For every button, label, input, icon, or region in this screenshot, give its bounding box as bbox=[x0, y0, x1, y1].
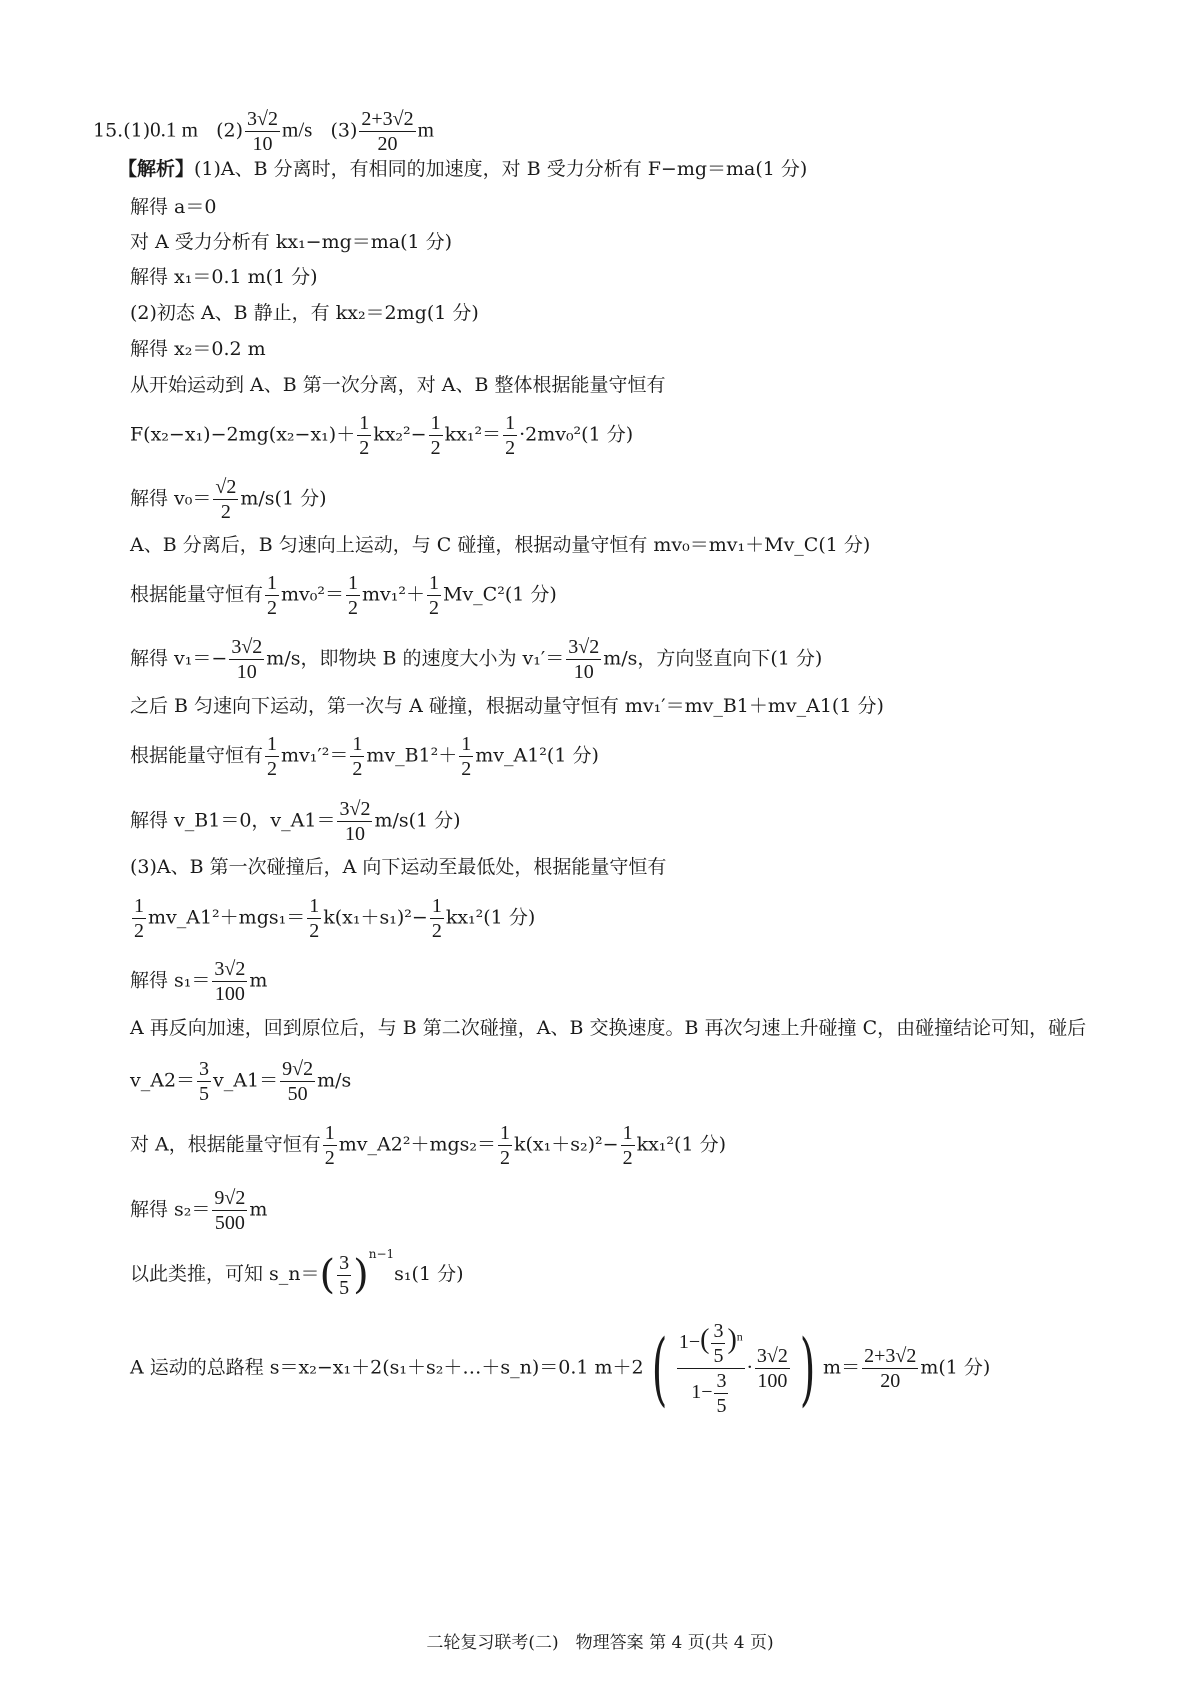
analysis-line-23: 以此类推，可知 s_n＝( $\frac{3}{5}$ )$^{n-1}$s₁(1 分) bbox=[130, 1247, 464, 1299]
eq-part: mv_B1²＋ bbox=[366, 744, 458, 767]
eq-part: mv₀²＝ bbox=[281, 583, 344, 606]
analysis-line-24: A 运动的总路程 s＝x₂−x₁＋2(s₁＋s₂＋…＋s_n)＝0.1 m＋2( 1−( $\frac{3}{5}$ )$^n$ 1− $\frac{3}{5}$ · $\frac{3√2}{100}$ ) m＝ $\frac{2+3√2}{20}$ m(1 分) bbox=[130, 1320, 991, 1417]
analysis-line-6: 解得 x₂＝0.2 m bbox=[130, 338, 266, 360]
analysis-line-20 bbox=[130, 1058, 351, 1105]
frac-half: $\frac{1}{2}$ bbox=[431, 895, 442, 942]
analysis-line-9 bbox=[130, 476, 327, 523]
analysis-line-16: (3)A、B 第一次碰撞后，A 向下运动至最低处，根据能量守恒有 bbox=[130, 856, 667, 878]
ans3-unit: m bbox=[417, 117, 435, 142]
analysis-line-4: 解得 x₁＝0.1 m(1 分) bbox=[130, 266, 318, 288]
analysis-line-10: A、B 分离后，B 匀速向上运动，与 C 碰撞，根据动量守恒有 mv₀＝mv₁＋Mv_C(1 分) bbox=[130, 534, 871, 556]
analysis-line-22 bbox=[130, 1187, 267, 1234]
eq-part: mv_A1²(1 分) bbox=[475, 744, 599, 767]
den-one-minus: 1− bbox=[691, 1381, 713, 1404]
ans2-frac: $\frac{3√2}{10}$ bbox=[247, 108, 279, 155]
frac-half: $\frac{1}{2}$ bbox=[324, 1122, 335, 1169]
eq-part: 解得 v₀＝ bbox=[130, 487, 212, 510]
frac-3sqrt2-10: $\frac{3√2}{10}$ bbox=[568, 636, 600, 683]
eq-part: 解得 v₁＝− bbox=[130, 647, 228, 670]
analysis-line-5: (2)初态 A、B 静止，有 kx₂＝2mg(1 分) bbox=[130, 302, 479, 324]
analysis-line-12 bbox=[130, 636, 822, 683]
eq-part: m＝ bbox=[823, 1356, 861, 1379]
analysis-line-7: 从开始运动到 A、B 第一次分离，对 A、B 整体根据能量守恒有 bbox=[130, 374, 666, 396]
analysis-line-1 bbox=[118, 160, 807, 179]
eq-part: v_A2＝ bbox=[130, 1069, 196, 1092]
page-footer: 二轮复习联考(二) 物理答案 第 4 页(共 4 页) bbox=[426, 1633, 774, 1653]
ans1-label: (1) bbox=[123, 119, 151, 142]
frac-sqrt2-2: $\frac{√2}{2}$ bbox=[215, 476, 237, 523]
frac-half: $\frac{1}{2}$ bbox=[505, 412, 516, 459]
frac-3-5: $\frac{3}{5}$ bbox=[716, 1370, 727, 1417]
frac-3-5: $\frac{3}{5}$ bbox=[339, 1251, 350, 1299]
eq-part: mv₁′²＝ bbox=[281, 744, 349, 767]
eq-part: m/s(1 分) bbox=[374, 809, 461, 832]
analysis-line-13: 之后 B 匀速向下运动，第一次与 A 碰撞，根据动量守恒有 mv₁′＝mv_B1＋mv_A1(1 分) bbox=[130, 695, 884, 717]
frac-result: $\frac{2+3√2}{20}$ bbox=[864, 1345, 917, 1392]
frac-3sqrt2-100: $\frac{3√2}{100}$ bbox=[756, 1345, 788, 1392]
dot-operator: · bbox=[746, 1356, 753, 1379]
frac-half: $\frac{1}{2}$ bbox=[352, 733, 363, 780]
frac-9sqrt2-500: $\frac{9√2}{500}$ bbox=[214, 1187, 246, 1234]
question-number: 15. bbox=[93, 119, 124, 142]
num-one-minus: 1− bbox=[678, 1331, 701, 1354]
exponent: n−1 bbox=[368, 1247, 395, 1261]
eq-part: kx₁²＝ bbox=[444, 423, 502, 446]
eq-part: kx₁²(1 分) bbox=[445, 906, 536, 929]
eq-part: A 运动的总路程 s＝x₂−x₁＋2(s₁＋s₂＋…＋s_n)＝0.1 m＋2 bbox=[130, 1356, 644, 1379]
eq-part: kx₁²(1 分) bbox=[636, 1133, 726, 1156]
analysis-line-17 bbox=[130, 895, 535, 942]
frac-half: $\frac{1}{2}$ bbox=[461, 733, 472, 780]
eq-part: k(x₁＋s₁)²− bbox=[323, 906, 428, 929]
eq-part: m bbox=[249, 1198, 268, 1221]
frac-3sqrt2-100: $\frac{3√2}{100}$ bbox=[214, 958, 246, 1005]
frac-geometric-sum: 1−( $\frac{3}{5}$ )$^n$ 1− $\frac{3}{5}$ bbox=[678, 1320, 743, 1417]
eq-part: F(x₂−x₁)−2mg(x₂−x₁)＋ bbox=[130, 423, 356, 446]
eq-part: 解得 s₁＝ bbox=[130, 969, 211, 992]
eq-part: s₁(1 分) bbox=[394, 1263, 464, 1285]
ans2-unit: m/s bbox=[282, 117, 313, 142]
frac-half: $\frac{1}{2}$ bbox=[309, 895, 320, 942]
eq-part: kx₂²− bbox=[373, 423, 427, 446]
frac-9sqrt2-50: $\frac{9√2}{50}$ bbox=[282, 1058, 314, 1105]
eq-part: mv_A2²＋mgs₂＝ bbox=[338, 1133, 496, 1156]
eq-part: m/s bbox=[317, 1069, 352, 1092]
frac-half: $\frac{1}{2}$ bbox=[622, 1122, 633, 1169]
frac-half: $\frac{1}{2}$ bbox=[500, 1122, 510, 1169]
eq-part: m bbox=[249, 969, 268, 992]
line-text: (1)A、B 分离时，有相同的加速度，对 B 受力分析有 F−mg＝ma(1 分) bbox=[194, 158, 808, 180]
ans3-label: (3) bbox=[330, 119, 358, 142]
eq-part: Mv_C²(1 分) bbox=[442, 583, 557, 606]
eq-part: mv_A1²＋mgs₁＝ bbox=[148, 906, 306, 929]
eq-part: 解得 v_B1＝0，v_A1＝ bbox=[130, 809, 336, 832]
eq-part: m/s，方向竖直向下(1 分) bbox=[603, 647, 823, 670]
frac-3-5: $\frac{3}{5}$ bbox=[713, 1320, 724, 1367]
eq-part: 解得 s₂＝ bbox=[130, 1198, 211, 1221]
ans3-frac: $\frac{2+3√2}{20}$ bbox=[361, 108, 414, 155]
frac-half: $\frac{1}{2}$ bbox=[428, 572, 439, 619]
analysis-line-21 bbox=[130, 1122, 726, 1169]
frac-half: $\frac{1}{2}$ bbox=[267, 572, 278, 619]
eq-part: 以此类推，可知 s_n＝ bbox=[130, 1263, 320, 1285]
ans2-label: (2) bbox=[216, 119, 244, 142]
eq-part: ·2mv₀²(1 分) bbox=[519, 423, 634, 446]
frac-3-5: $\frac{3}{5}$ bbox=[199, 1058, 210, 1105]
frac-3sqrt2-10: $\frac{3√2}{10}$ bbox=[339, 798, 371, 845]
frac-half: $\frac{1}{2}$ bbox=[359, 412, 370, 459]
analysis-line-3: 对 A 受力分析有 kx₁−mg＝ma(1 分) bbox=[130, 231, 453, 253]
eq-part: k(x₁＋s₂)²− bbox=[514, 1133, 619, 1156]
eq-part: 根据能量守恒有 bbox=[130, 583, 264, 606]
frac-half: $\frac{1}{2}$ bbox=[134, 895, 144, 942]
analysis-line-19: A 再反向加速，回到原位后，与 B 第二次碰撞，A、B 交换速度。B 再次匀速上升碰撞 C，由碰撞结论可知，碰后 bbox=[130, 1017, 1087, 1039]
answer-summary bbox=[93, 108, 434, 155]
frac-half: $\frac{1}{2}$ bbox=[430, 412, 441, 459]
analysis-line-14 bbox=[130, 733, 599, 780]
analysis-tag: 【解析】 bbox=[118, 158, 195, 180]
eq-part: mv₁²＋ bbox=[362, 583, 425, 606]
frac-half: $\frac{1}{2}$ bbox=[267, 733, 278, 780]
exponent-n: n bbox=[736, 1329, 743, 1344]
frac-half: $\frac{1}{2}$ bbox=[348, 572, 358, 619]
eq-part: v_A1＝ bbox=[213, 1069, 279, 1092]
eq-part: 对 A，根据能量守恒有 bbox=[130, 1133, 321, 1156]
analysis-line-18 bbox=[130, 958, 267, 1005]
analysis-line-8 bbox=[130, 412, 633, 459]
eq-part: 根据能量守恒有 bbox=[130, 744, 264, 767]
analysis-line-15 bbox=[130, 798, 461, 845]
analysis-line-11 bbox=[130, 572, 557, 619]
frac-3sqrt2-10: $\frac{3√2}{10}$ bbox=[231, 636, 263, 683]
eq-part: m(1 分) bbox=[920, 1356, 991, 1379]
eq-part: m/s(1 分) bbox=[240, 487, 327, 510]
ans1-value: 0.1 m bbox=[150, 117, 198, 142]
eq-part: m/s，即物块 B 的速度大小为 v₁′＝ bbox=[266, 647, 565, 670]
analysis-line-2: 解得 a＝0 bbox=[130, 196, 217, 218]
